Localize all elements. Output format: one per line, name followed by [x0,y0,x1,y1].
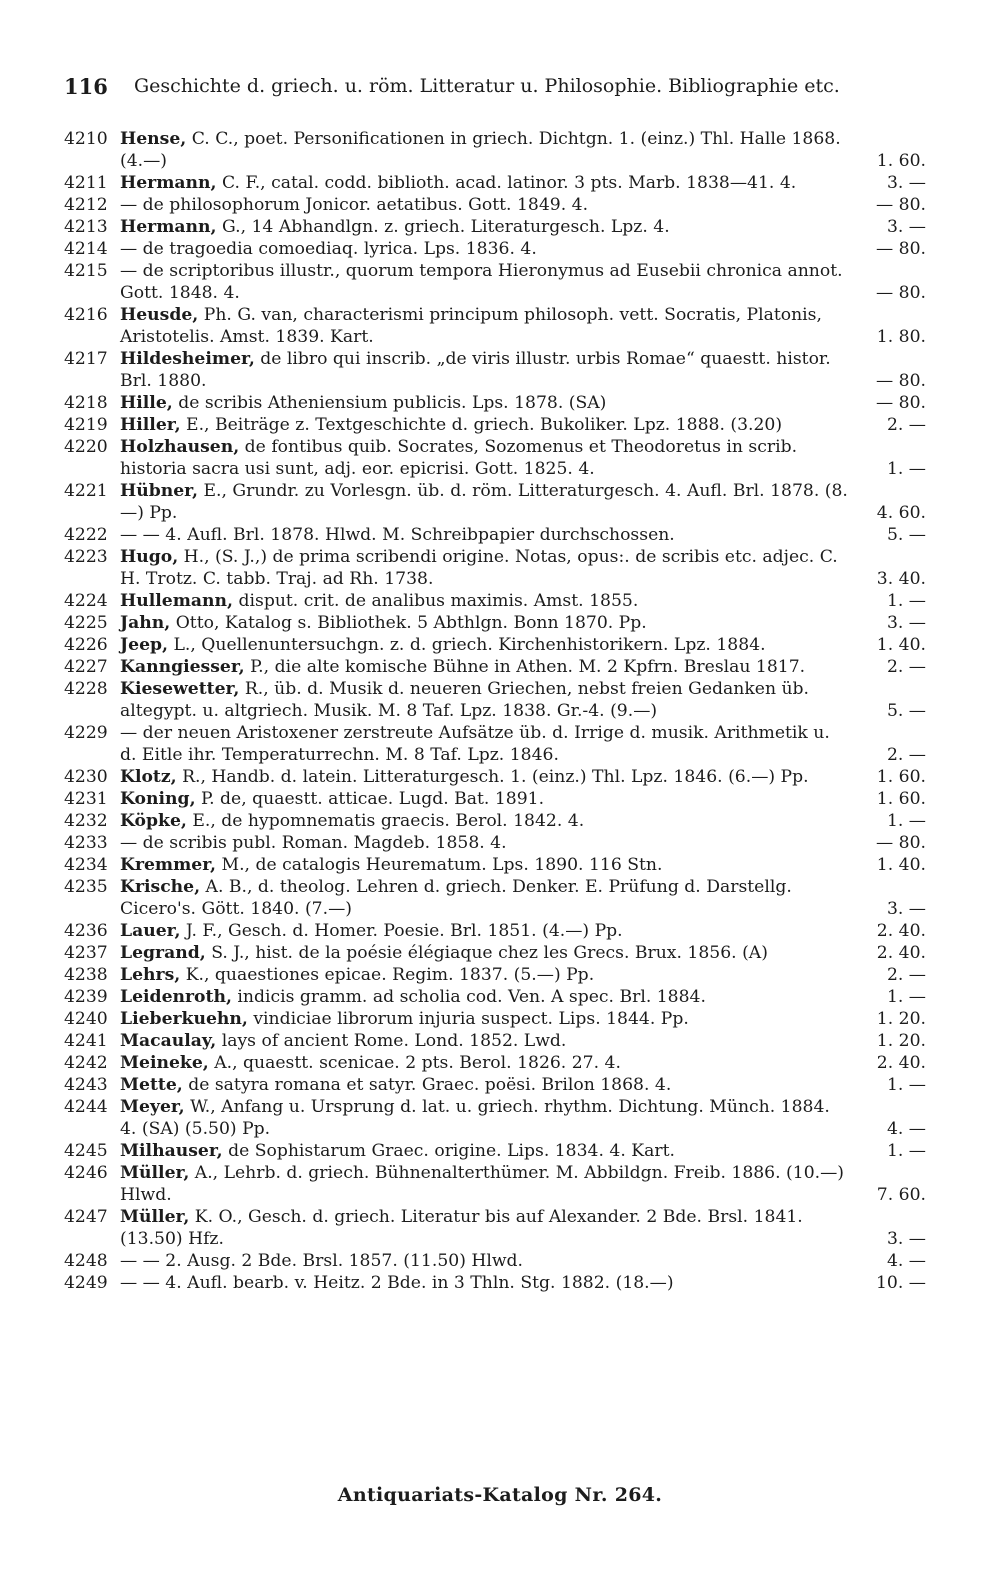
entry-number: 4221 [64,481,108,501]
author-name: Hugo, [120,547,179,567]
entry-number: 4243 [64,1075,108,1095]
catalog-entry [64,304,926,348]
entry-price: 1. — [886,811,926,831]
entry-number: 4230 [64,767,108,787]
catalog-entry [64,986,926,1008]
catalog-entry-list [64,128,926,1294]
entry-price: 1. — [886,1141,926,1161]
entry-number: 4229 [64,723,108,743]
entry-number: 4213 [64,217,108,237]
entry-description: A. B., d. theolog. Lehren d. griech. Denker. E. Prüfung d. Darstellg. Cicero's. Gött. 1840. (7.—) [120,877,792,919]
entry-text [120,832,926,854]
catalog-entry [64,1140,926,1162]
entry-price: 1. 60. [876,789,926,809]
entry-description: — — 4. Aufl. Brl. 1878. Hlwd. M. Schreibpapier durchschossen. [120,525,675,545]
catalog-entry [64,1030,926,1052]
entry-text [120,1052,926,1074]
entry-price: 3. 40. [876,569,926,589]
entry-description: Otto, Katalog s. Bibliothek. 5 Abthlgn. Bonn 1870. Pp. [170,613,647,633]
entry-description: E., Grundr. zu Vorlesgn. üb. d. röm. Litteraturgesch. 4. Aufl. Brl. 1878. (8.—) Pp. [120,481,848,523]
entry-text [120,480,926,524]
entry-text [120,876,926,920]
entry-text [120,722,926,766]
entry-description: — de scribis publ. Roman. Magdeb. 1858. 4. [120,833,507,853]
entry-price: 1. 60. [876,767,926,787]
entry-text [120,216,926,238]
entry-number: 4234 [64,855,108,875]
entry-price: 5. — [886,525,926,545]
entry-description: K., quaestiones epicae. Regim. 1837. (5.—) Pp. [180,965,595,985]
entry-price: 7. 60. [876,1185,926,1205]
author-name: Koning, [120,789,196,809]
catalog-entry [64,546,926,590]
entry-price: 3. — [886,1229,926,1249]
author-name: Lieberkuehn, [120,1009,248,1029]
entry-text [120,436,926,480]
author-name: Hermann, [120,217,217,237]
author-name: Macaulay, [120,1031,217,1051]
entry-text [120,238,926,260]
entry-description: A., Lehrb. d. griech. Bühnenalterthümer. M. Abbildgn. Freib. 1886. (10.—) Hlwd. [120,1163,844,1205]
entry-description: W., Anfang u. Ursprung d. lat. u. griech. rhythm. Dichtung. Münch. 1884. 4. (SA) (5.50) Pp. [120,1097,830,1139]
entry-text [120,414,926,436]
author-name: Holzhausen, [120,437,240,457]
entry-text [120,920,926,942]
author-name: Meineke, [120,1053,209,1073]
entry-description: R., Handb. d. latein. Litteraturgesch. 1. (einz.) Thl. Lpz. 1846. (6.—) Pp. [176,767,809,787]
author-name: Mette, [120,1075,183,1095]
entry-price: 2. — [886,657,926,677]
catalog-entry [64,392,926,414]
page-header [64,74,944,104]
catalog-entry [64,942,926,964]
entry-number: 4244 [64,1097,108,1117]
entry-number: 4224 [64,591,108,611]
author-name: Hille, [120,393,173,413]
author-name: Hense, [120,129,187,149]
entry-description: M., de catalogis Heurematum. Lps. 1890. 116 Stn. [216,855,663,875]
entry-description: de fontibus quib. Socrates, Sozomenus et Theodoretus in scrib. historia sacra usi sunt, adj. eor. epicrisi. Gott. 1825. 4. [120,437,798,479]
entry-price: 3. — [886,613,926,633]
author-name: Müller, [120,1207,190,1227]
catalog-entry [64,876,926,920]
entry-number: 4227 [64,657,108,677]
entry-price: 5. — [886,701,926,721]
catalog-entry [64,788,926,810]
entry-price: 1. 60. [876,151,926,171]
entry-description: L., Quellenuntersuchgn. z. d. griech. Kirchenhistorikern. Lpz. 1884. [168,635,766,655]
entry-description: de libro qui inscrib. „de viris illustr. urbis Romae“ quaestt. histor. Brl. 1880. [120,349,831,391]
author-name: Hermann, [120,173,217,193]
catalog-entry [64,678,926,722]
entry-price: — 80. [876,393,926,413]
catalog-entry [64,656,926,678]
author-name: Lehrs, [120,965,181,985]
entry-text [120,1162,926,1206]
entry-description: C. F., catal. codd. biblioth. acad. latinor. 3 pts. Marb. 1838—41. 4. [216,173,797,193]
entry-number: 4211 [64,173,108,193]
entry-text [120,590,926,612]
author-name: Kanngiesser, [120,657,245,677]
entry-number: 4247 [64,1207,108,1227]
entry-price: 3. — [886,217,926,237]
author-name: Hildesheimer, [120,349,255,369]
entry-price: 4. 60. [876,503,926,523]
entry-description: — de tragoedia comoediaq. lyrica. Lps. 1836. 4. [120,239,537,259]
entry-number: 4238 [64,965,108,985]
entry-number: 4246 [64,1163,108,1183]
entry-description: — der neuen Aristoxener zerstreute Aufsätze üb. d. Irrige d. musik. Arithmetik u. d. Eitle ihr. Temperaturrechn. M. 8 Taf. Lpz. 1846. [120,723,830,765]
author-name: Meyer, [120,1097,185,1117]
entry-text [120,128,926,172]
catalog-entry [64,1272,926,1294]
entry-description: indicis gramm. ad scholia cod. Ven. A spec. Brl. 1884. [231,987,706,1007]
entry-price: 1. 80. [876,327,926,347]
entry-number: 4210 [64,129,108,149]
catalog-entry [64,216,926,238]
entry-description: Ph. G. van, characterismi principum philosoph. vett. Socratis, Platonis, Aristotelis. Amst. 1839. Kart. [120,305,822,347]
entry-price: 1. — [886,1075,926,1095]
entry-text [120,1030,926,1052]
catalog-entry [64,238,926,260]
entry-number: 4228 [64,679,108,699]
author-name: Hübner, [120,481,198,501]
author-name: Hullemann, [120,591,234,611]
entry-price: 2. 40. [876,943,926,963]
entry-text [120,678,926,722]
entry-price: — 80. [876,371,926,391]
entry-number: 4219 [64,415,108,435]
entry-text [120,854,926,876]
author-name: Leidenroth, [120,987,232,1007]
entry-description: de satyra romana et satyr. Graec. poësi. Brilon 1868. 4. [182,1075,672,1095]
entry-number: 4237 [64,943,108,963]
entry-price: — 80. [876,195,926,215]
catalog-entry [64,832,926,854]
entry-description: R., üb. d. Musik d. neueren Griechen, nebst freien Gedanken üb. altegypt. u. altgriech. Musik. M. 8 Taf. Lpz. 1838. Gr.-4. (9.—) [120,679,810,721]
entry-description: — de philosophorum Jonicor. aetatibus. Gott. 1849. 4. [120,195,589,215]
entry-description: J. F., Gesch. d. Homer. Poesie. Brl. 1851. (4.—) Pp. [180,921,623,941]
author-name: Legrand, [120,943,206,963]
entry-number: 4236 [64,921,108,941]
entry-number: 4245 [64,1141,108,1161]
catalog-entry [64,194,926,216]
entry-price: — 80. [876,239,926,259]
entry-price: 2. — [886,965,926,985]
entry-description: P. de, quaestt. atticae. Lugd. Bat. 1891. [195,789,545,809]
entry-description: de scribis Atheniensium publicis. Lps. 1878. (SA) [172,393,607,413]
catalog-entry [64,414,926,436]
running-title: Geschichte d. griech. u. röm. Litteratur u. Philosophie. Bibliographie etc. [134,75,840,97]
page-number: 116 [64,74,108,99]
entry-text [120,1250,926,1272]
entry-number: 4248 [64,1251,108,1271]
entry-price: 1. 20. [876,1009,926,1029]
entry-text [120,1272,926,1294]
author-name: Hiller, [120,415,181,435]
catalog-entry [64,128,926,172]
entry-text [120,172,926,194]
entry-description: — — 2. Ausg. 2 Bde. Brsl. 1857. (11.50) Hlwd. [120,1251,524,1271]
entry-description: E., de hypomnematis graecis. Berol. 1842. 4. [186,811,585,831]
catalog-entry [64,1052,926,1074]
author-name: Klotz, [120,767,177,787]
entry-number: 4218 [64,393,108,413]
entry-description: de Sophistarum Graec. origine. Lips. 1834. 4. Kart. [222,1141,675,1161]
entry-number: 4239 [64,987,108,1007]
entry-price: 2. 40. [876,1053,926,1073]
entry-description: vindiciae librorum injuria suspect. Lips. 1844. Pp. [247,1009,689,1029]
entry-number: 4241 [64,1031,108,1051]
author-name: Jahn, [120,613,171,633]
entry-text [120,656,926,678]
entry-text [120,1206,926,1250]
entry-number: 4216 [64,305,108,325]
entry-description: E., Beiträge z. Textgeschichte d. griech. Bukoliker. Lpz. 1888. (3.20) [180,415,783,435]
author-name: Kiesewetter, [120,679,240,699]
entry-price: 1. — [886,591,926,611]
entry-text [120,1074,926,1096]
entry-number: 4240 [64,1009,108,1029]
author-name: Jeep, [120,635,169,655]
entry-description: H., (S. J.,) de prima scribendi origine. Notas, opus:. de scribis etc. adjec. C. H. Trotz. C. tabb. Traj. ad Rh. 1738. [120,547,838,589]
entry-text [120,392,926,414]
entry-price: 3. — [886,899,926,919]
entry-number: 4225 [64,613,108,633]
entry-description: K. O., Gesch. d. griech. Literatur bis auf Alexander. 2 Bde. Brsl. 1841. (13.50) Hfz. [120,1207,803,1249]
catalog-entry [64,1250,926,1272]
entry-number: 4223 [64,547,108,567]
entry-number: 4217 [64,349,108,369]
entry-text [120,788,926,810]
entry-price: 2. — [886,745,926,765]
entry-number: 4215 [64,261,108,281]
entry-text [120,612,926,634]
entry-text [120,524,926,546]
entry-number: 4222 [64,525,108,545]
author-name: Köpke, [120,811,187,831]
entry-description: G., 14 Abhandlgn. z. griech. Literaturgesch. Lpz. 4. [216,217,670,237]
catalog-entry [64,810,926,832]
entry-text [120,194,926,216]
entry-number: 4231 [64,789,108,809]
entry-text [120,1096,926,1140]
entry-number: 4226 [64,635,108,655]
author-name: Kremmer, [120,855,217,875]
catalog-entry [64,480,926,524]
entry-number: 4214 [64,239,108,259]
catalog-entry [64,634,926,656]
entry-text [120,348,926,392]
catalog-entry [64,766,926,788]
catalog-entry [64,1074,926,1096]
entry-description: P., die alte komische Bühne in Athen. M. 2 Kpfrn. Breslau 1817. [244,657,806,677]
entry-text [120,1008,926,1030]
entry-number: 4220 [64,437,108,457]
entry-price: 1. — [886,987,926,1007]
catalog-footer: Antiquariats-Katalog Nr. 264. [337,1484,663,1506]
entry-price: — 80. [876,283,926,303]
entry-number: 4232 [64,811,108,831]
catalog-entry [64,348,926,392]
entry-price: — 80. [876,833,926,853]
entry-text [120,810,926,832]
catalog-entry [64,524,926,546]
author-name: Heusde, [120,305,199,325]
entry-text [120,260,926,304]
author-name: Lauer, [120,921,181,941]
catalog-entry [64,590,926,612]
author-name: Müller, [120,1163,190,1183]
entry-description: — de scriptoribus illustr., quorum tempora Hieronymus ad Eusebii chronica annot. Gott. 1848. 4. [120,261,843,303]
entry-text [120,964,926,986]
entry-price: 1. 20. [876,1031,926,1051]
catalog-entry [64,1206,926,1250]
entry-price: 10. — [876,1273,926,1293]
entry-text [120,634,926,656]
entry-price: 1. — [886,459,926,479]
entry-text [120,1140,926,1162]
entry-text [120,766,926,788]
entry-description: S. J., hist. de la poésie élégiaque chez les Grecs. Brux. 1856. (A) [205,943,768,963]
author-name: Milhauser, [120,1141,223,1161]
entry-price: 4. — [886,1119,926,1139]
catalog-entry [64,1162,926,1206]
entry-price: 4. — [886,1251,926,1271]
catalog-entry [64,722,926,766]
author-name: Krische, [120,877,201,897]
entry-number: 4249 [64,1273,108,1293]
entry-description: disput. crit. de analibus maximis. Amst. 1855. [233,591,639,611]
entry-text [120,304,926,348]
catalog-entry [64,1008,926,1030]
entry-number: 4212 [64,195,108,215]
catalog-entry [64,172,926,194]
catalog-entry [64,964,926,986]
entry-price: 3. — [886,173,926,193]
catalog-entry [64,854,926,876]
entry-description: — — 4. Aufl. bearb. v. Heitz. 2 Bde. in 3 Thln. Stg. 1882. (18.—) [120,1273,674,1293]
catalog-entry [64,920,926,942]
entry-price: 1. 40. [876,635,926,655]
entry-description: C. C., poet. Personificationen in griech. Dichtgn. 1. (einz.) Thl. Halle 1868. (4.—) [120,129,841,171]
entry-number: 4242 [64,1053,108,1073]
catalog-entry [64,260,926,304]
entry-description: lays of ancient Rome. Lond. 1852. Lwd. [216,1031,567,1051]
entry-price: 2. 40. [876,921,926,941]
entry-text [120,942,926,964]
entry-number: 4235 [64,877,108,897]
catalog-entry [64,1096,926,1140]
catalog-entry [64,612,926,634]
entry-text [120,546,926,590]
entry-price: 2. — [886,415,926,435]
catalog-entry [64,436,926,480]
entry-number: 4233 [64,833,108,853]
entry-description: A., quaestt. scenicae. 2 pts. Berol. 1826. 27. 4. [208,1053,621,1073]
entry-price: 1. 40. [876,855,926,875]
entry-text [120,986,926,1008]
